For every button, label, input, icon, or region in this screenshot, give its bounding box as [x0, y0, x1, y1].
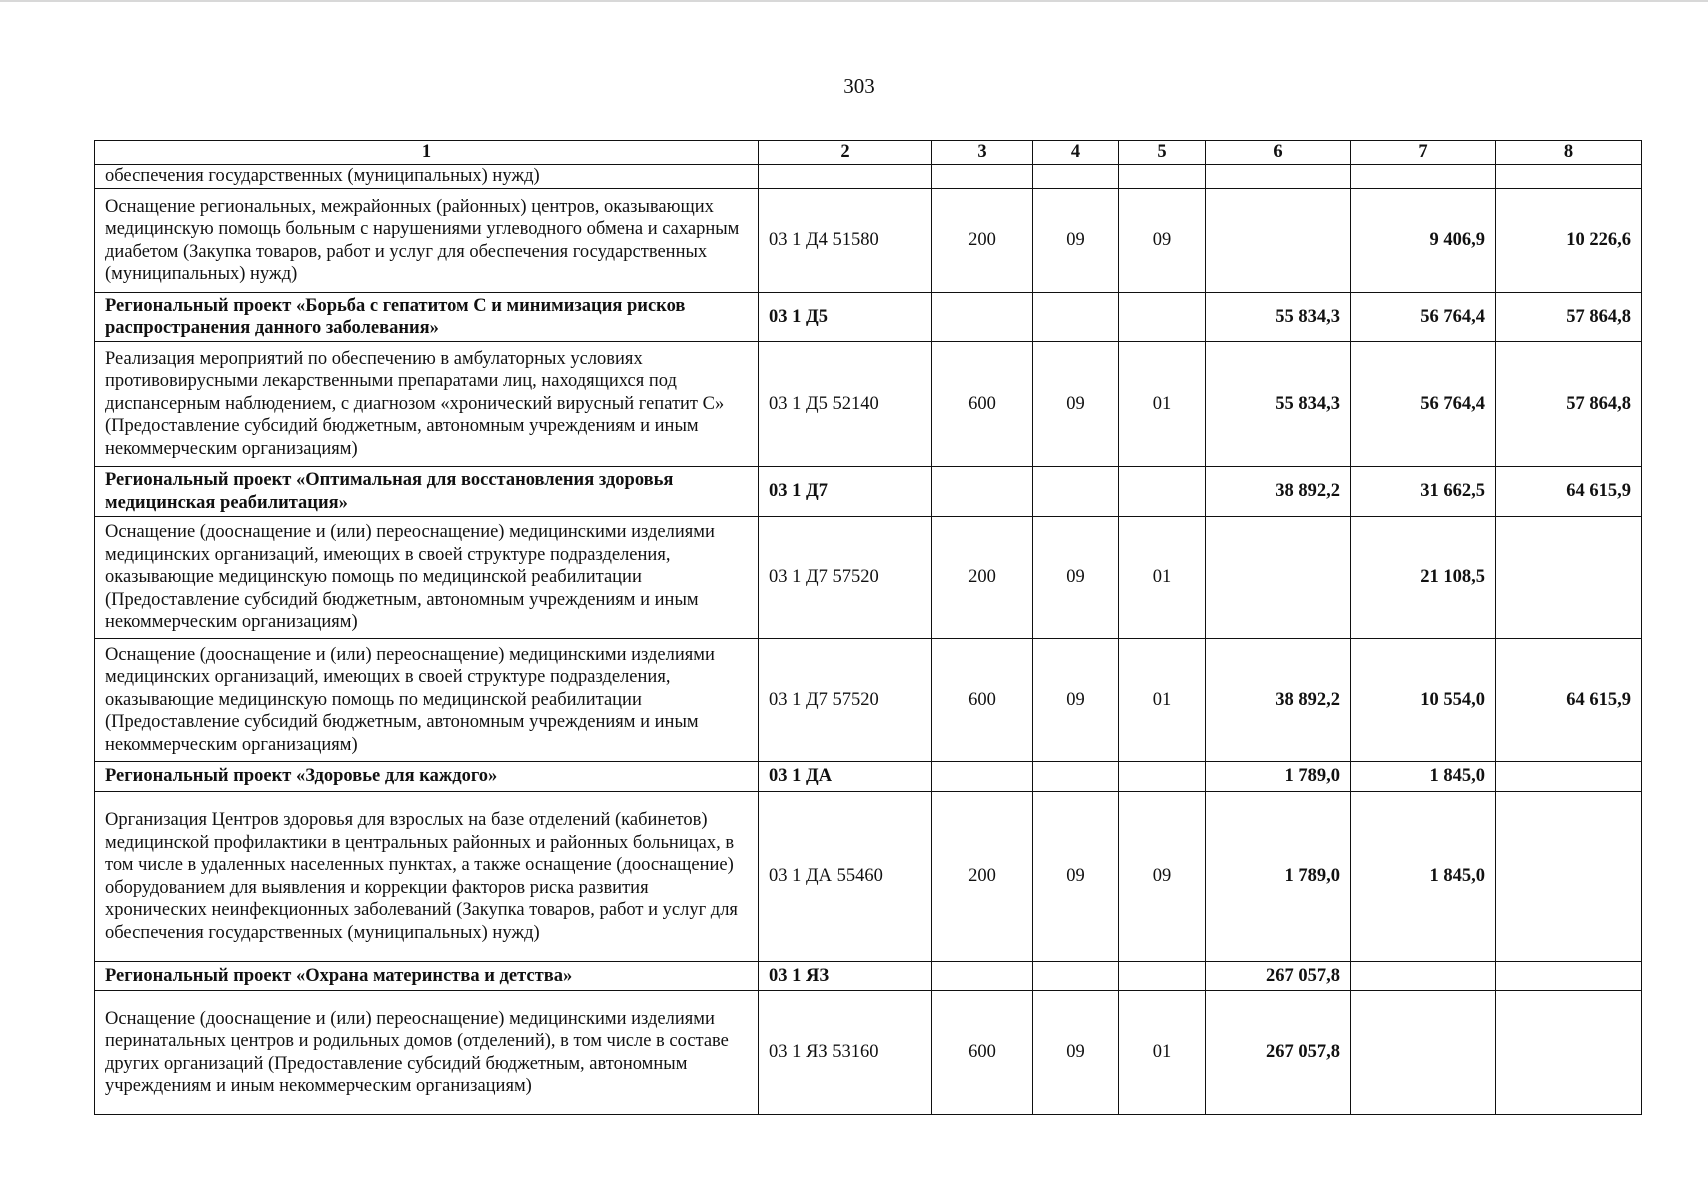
amount-cell-6: 55 834,3 — [1206, 293, 1351, 342]
amount-cell-7: 1 845,0 — [1351, 792, 1496, 962]
type-cell — [932, 467, 1033, 517]
amount-cell-8: 57 864,8 — [1496, 293, 1642, 342]
type-cell: 200 — [932, 517, 1033, 639]
type-cell: 600 — [932, 342, 1033, 467]
header-cell: 4 — [1033, 141, 1119, 165]
code-cell: 03 1 Д7 57520 — [759, 639, 932, 762]
subsection-cell — [1119, 962, 1206, 991]
table-row — [95, 991, 1642, 1115]
description-cell: Региональный проект «Охрана материнства и детства» — [95, 962, 759, 991]
table-row — [95, 792, 1642, 962]
type-cell — [932, 165, 1033, 189]
page-number: 303 — [843, 74, 875, 98]
type-cell — [932, 762, 1033, 792]
amount-cell-7: 31 662,5 — [1351, 467, 1496, 517]
section-cell — [1033, 762, 1119, 792]
type-cell: 600 — [932, 991, 1033, 1115]
header-cell: 1 — [95, 141, 759, 165]
table-row-project — [95, 962, 1642, 991]
section-cell: 09 — [1033, 517, 1119, 639]
section-cell — [1033, 165, 1119, 189]
subsection-cell: 09 — [1119, 189, 1206, 293]
subsection-cell: 01 — [1119, 517, 1206, 639]
section-cell — [1033, 293, 1119, 342]
amount-cell-6: 267 057,8 — [1206, 962, 1351, 991]
amount-cell-6 — [1206, 189, 1351, 293]
code-cell: 03 1 ЯЗ — [759, 962, 932, 991]
amount-cell-8: 64 615,9 — [1496, 467, 1642, 517]
table-row-project — [95, 762, 1642, 792]
code-cell: 03 1 ДА — [759, 762, 932, 792]
description-cell: Реализация мероприятий по обеспечению в амбулаторных условиях противовирусными лекарственными препаратами лиц, находящихся под диспансерным наблюдением, с диагнозом «хронический вирусный гепатит С» (Предоставление субсидий бюджетным, автономным учреждениям и иным некоммерческим организациям) — [95, 342, 759, 467]
amount-cell-6: 267 057,8 — [1206, 991, 1351, 1115]
description-cell: Региональный проект «Оптимальная для восстановления здоровья медицинская реабилитация» — [95, 467, 759, 517]
description-cell: Оснащение (дооснащение и (или) переоснащение) медицинскими изделиями медицинских организаций, имеющих в своей структуре подразделения, оказывающие медицинскую помощь по медицинской реабилитации (Предоставление субсидий бюджетным, автономным учреждениям и иным некоммерческим организациям) — [95, 517, 759, 639]
amount-cell-6: 38 892,2 — [1206, 467, 1351, 517]
type-cell — [932, 293, 1033, 342]
amount-cell-8: 64 615,9 — [1496, 639, 1642, 762]
description-cell: Оснащение (дооснащение и (или) переоснащение) медицинскими изделиями перинатальных центров и родильных домов (отделений), в том числе в составе других организаций (Предоставление субсидий бюджетным, автономным учреждениям и иным некоммерческим организациям) — [95, 991, 759, 1115]
code-cell: 03 1 Д5 — [759, 293, 932, 342]
subsection-cell — [1119, 467, 1206, 517]
amount-cell-8 — [1496, 962, 1642, 991]
code-cell: 03 1 Д5 52140 — [759, 342, 932, 467]
subsection-cell: 01 — [1119, 639, 1206, 762]
code-cell — [759, 165, 932, 189]
top-edge-line — [0, 0, 1708, 2]
header-cell: 8 — [1496, 141, 1642, 165]
code-cell: 03 1 Д7 57520 — [759, 517, 932, 639]
amount-cell-7: 56 764,4 — [1351, 293, 1496, 342]
table-row — [95, 165, 1642, 189]
code-cell: 03 1 ДА 55460 — [759, 792, 932, 962]
section-cell: 09 — [1033, 639, 1119, 762]
amount-cell-7 — [1351, 991, 1496, 1115]
header-cell: 5 — [1119, 141, 1206, 165]
subsection-cell — [1119, 165, 1206, 189]
header-cell: 6 — [1206, 141, 1351, 165]
section-cell: 09 — [1033, 991, 1119, 1115]
amount-cell-6: 38 892,2 — [1206, 639, 1351, 762]
amount-cell-8 — [1496, 165, 1642, 189]
amount-cell-7: 1 845,0 — [1351, 762, 1496, 792]
subsection-cell — [1119, 762, 1206, 792]
description-cell: Оснащение региональных, межрайонных (районных) центров, оказывающих медицинскую помощь больным с нарушениями углеводного обмена и сахарным диабетом (Закупка товаров, работ и услуг для обеспечения государственных (муниципальных) нужд) — [95, 189, 759, 293]
table-row-project — [95, 293, 1642, 342]
subsection-cell — [1119, 293, 1206, 342]
amount-cell-8 — [1496, 517, 1642, 639]
amount-cell-6: 1 789,0 — [1206, 762, 1351, 792]
amount-cell-7: 9 406,9 — [1351, 189, 1496, 293]
amount-cell-7: 21 108,5 — [1351, 517, 1496, 639]
section-cell: 09 — [1033, 189, 1119, 293]
subsection-cell: 01 — [1119, 991, 1206, 1115]
amount-cell-6: 55 834,3 — [1206, 342, 1351, 467]
amount-cell-7: 56 764,4 — [1351, 342, 1496, 467]
amount-cell-8 — [1496, 762, 1642, 792]
header-cell: 7 — [1351, 141, 1496, 165]
type-cell: 200 — [932, 189, 1033, 293]
table-row — [95, 517, 1642, 639]
amount-cell-7 — [1351, 962, 1496, 991]
budget-table — [94, 140, 1642, 1115]
code-cell: 03 1 Д4 51580 — [759, 189, 932, 293]
description-cell: Оснащение (дооснащение и (или) переоснащение) медицинскими изделиями медицинских организаций, имеющих в своей структуре подразделения, оказывающие медицинскую помощь по медицинской реабилитации (Предоставление субсидий бюджетным, автономным учреждениям и иным некоммерческим организациям) — [95, 639, 759, 762]
table-row — [95, 639, 1642, 762]
amount-cell-8 — [1496, 991, 1642, 1115]
table-row-project — [95, 467, 1642, 517]
description-cell: Региональный проект «Борьба с гепатитом С и минимизация рисков распространения данного заболевания» — [95, 293, 759, 342]
table-row — [95, 189, 1642, 293]
subsection-cell: 01 — [1119, 342, 1206, 467]
table-header-row — [95, 141, 1642, 165]
description-cell: обеспечения государственных (муниципальных) нужд) — [95, 165, 759, 189]
section-cell: 09 — [1033, 792, 1119, 962]
header-cell: 2 — [759, 141, 932, 165]
code-cell: 03 1 Д7 — [759, 467, 932, 517]
section-cell — [1033, 962, 1119, 991]
amount-cell-7 — [1351, 165, 1496, 189]
type-cell: 200 — [932, 792, 1033, 962]
amount-cell-6: 1 789,0 — [1206, 792, 1351, 962]
amount-cell-6 — [1206, 165, 1351, 189]
header-cell: 3 — [932, 141, 1033, 165]
amount-cell-8 — [1496, 792, 1642, 962]
code-cell: 03 1 ЯЗ 53160 — [759, 991, 932, 1115]
description-cell: Региональный проект «Здоровье для каждого» — [95, 762, 759, 792]
type-cell — [932, 962, 1033, 991]
subsection-cell: 09 — [1119, 792, 1206, 962]
table-row — [95, 342, 1642, 467]
amount-cell-8: 10 226,6 — [1496, 189, 1642, 293]
amount-cell-8: 57 864,8 — [1496, 342, 1642, 467]
section-cell — [1033, 467, 1119, 517]
type-cell: 600 — [932, 639, 1033, 762]
amount-cell-7: 10 554,0 — [1351, 639, 1496, 762]
section-cell: 09 — [1033, 342, 1119, 467]
description-cell: Организация Центров здоровья для взрослых на базе отделений (кабинетов) медицинской профилактики в центральных районных и районных больницах, в том числе в удаленных населенных пунктах, а также оснащение (дооснащение) оборудованием для выявления и коррекции факторов риска развития хронических неинфекционных заболеваний (Закупка товаров, работ и услуг для обеспечения государственных (муниципальных) нужд) — [95, 792, 759, 962]
amount-cell-6 — [1206, 517, 1351, 639]
